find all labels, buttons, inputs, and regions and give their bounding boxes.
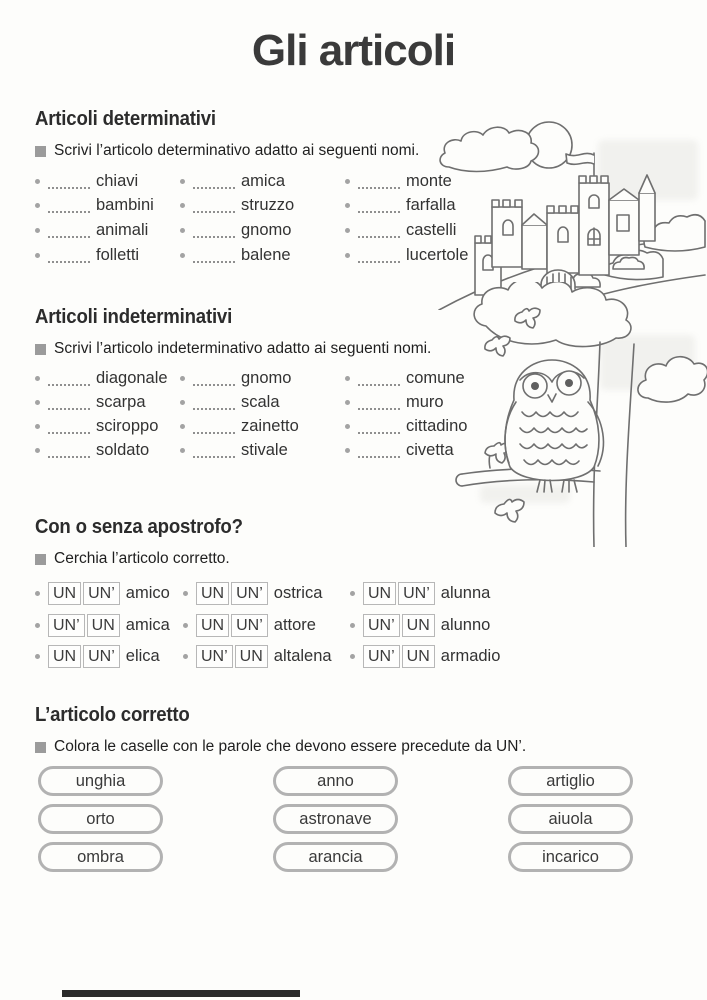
article-blank[interactable] (48, 223, 90, 238)
article-blank[interactable] (48, 395, 90, 410)
article-blank[interactable] (48, 198, 90, 213)
scan-artifact-bar (62, 990, 300, 997)
article-blank[interactable] (358, 419, 400, 434)
section-con-o-senza-apostrofo (35, 516, 510, 673)
word-label: stivale (241, 440, 288, 459)
article-blank[interactable] (193, 443, 235, 458)
bullet-icon (345, 424, 350, 429)
word-label: zainetto (241, 416, 299, 435)
bullet-icon (345, 179, 350, 184)
bullet-icon (345, 448, 350, 453)
bullet-icon (183, 623, 188, 628)
section-heading: L’articolo corretto (35, 704, 190, 726)
word-label: altalena (273, 647, 332, 666)
bullet-icon (180, 253, 185, 258)
bullet-icon (180, 400, 185, 405)
article-blank[interactable] (48, 248, 90, 263)
bullet-icon (345, 203, 350, 208)
bullet-icon (180, 376, 185, 381)
word-label: chiavi (96, 171, 139, 190)
word-item (35, 391, 180, 415)
section-instruction (35, 340, 475, 358)
word-pill[interactable]: orto (38, 804, 163, 834)
article-option-box[interactable]: UN (196, 614, 229, 637)
bullet-icon (345, 400, 350, 405)
article-option-box[interactable]: UN’ (48, 614, 85, 637)
bullet-icon (345, 228, 350, 233)
apostrofo-item (35, 610, 183, 642)
word-item (35, 438, 180, 462)
article-blank[interactable] (193, 174, 235, 189)
section-instruction (35, 142, 475, 160)
word-item (180, 438, 345, 462)
article-blank[interactable] (193, 371, 235, 386)
word-label: animali (96, 220, 149, 239)
word-item (35, 367, 180, 391)
article-option-box[interactable]: UN (48, 645, 81, 668)
bullet-icon (35, 400, 40, 405)
article-option-box[interactable]: UN’ (231, 614, 268, 637)
word-pill[interactable]: incarico (508, 842, 633, 872)
article-blank[interactable] (48, 443, 90, 458)
word-label: cittadino (406, 416, 468, 435)
bullet-icon (350, 654, 355, 659)
article-blank[interactable] (48, 174, 90, 189)
bullet-icon (180, 179, 185, 184)
word-pill[interactable]: anno (273, 766, 398, 796)
word-label: diagonale (96, 369, 168, 388)
word-label: gnomo (241, 369, 292, 388)
word-item (180, 194, 345, 219)
word-item (180, 218, 345, 243)
instruction-square-icon (35, 344, 46, 355)
word-label: ostrica (273, 584, 323, 603)
word-item (35, 415, 180, 439)
article-blank[interactable] (358, 223, 400, 238)
word-label: elica (125, 647, 160, 666)
bullet-icon (35, 179, 40, 184)
word-label: sciroppo (96, 416, 159, 435)
section-heading: Articoli indeterminativi (35, 306, 233, 328)
word-item (180, 243, 345, 268)
instruction-text: Colora le caselle con le parole che devono essere precedute da UN’. (54, 738, 527, 755)
owl-illustration (452, 282, 707, 547)
word-label: amica (241, 171, 286, 190)
article-option-box[interactable]: UN (235, 645, 268, 668)
word-pill-grid (38, 766, 633, 880)
word-label: lucertole (406, 245, 469, 264)
word-label: attore (273, 615, 316, 634)
article-blank[interactable] (358, 248, 400, 263)
bullet-icon (35, 376, 40, 381)
article-option-box[interactable]: UN’ (83, 645, 120, 668)
section-instruction (35, 738, 526, 756)
section-articoli-indeterminativi (35, 306, 475, 462)
word-pill[interactable]: aiuola (508, 804, 633, 834)
article-blank[interactable] (358, 443, 400, 458)
word-label: alunna (440, 584, 491, 603)
article-blank[interactable] (193, 419, 235, 434)
word-label: bambini (96, 196, 154, 215)
bullet-icon (35, 203, 40, 208)
bullet-icon (345, 376, 350, 381)
word-label: armadio (440, 647, 501, 666)
apostrofo-item (350, 641, 510, 673)
apostrofo-item (183, 578, 350, 610)
instruction-text: Scrivi l’articolo indeterminativo adatto ai seguenti nomi. (54, 340, 432, 357)
word-item (180, 169, 345, 194)
article-blank[interactable] (358, 174, 400, 189)
bullet-icon (35, 654, 40, 659)
word-label: comune (406, 369, 465, 388)
word-label: castelli (406, 220, 457, 239)
apostrofo-item (350, 610, 510, 642)
word-item (35, 218, 180, 243)
article-option-box[interactable]: UN’ (398, 582, 435, 605)
article-blank[interactable] (193, 395, 235, 410)
apostrofo-item (183, 610, 350, 642)
article-option-box[interactable]: UN (363, 582, 396, 605)
word-label: alunno (440, 615, 491, 634)
article-option-box[interactable]: UN’ (363, 645, 400, 668)
article-option-box[interactable]: UN (87, 614, 120, 637)
bullet-icon (35, 448, 40, 453)
bullet-icon (35, 591, 40, 596)
word-list (35, 169, 475, 267)
instruction-text: Scrivi l’articolo determinativo adatto ai seguenti nomi. (54, 142, 420, 159)
bullet-icon (183, 591, 188, 596)
apostrofo-item (35, 641, 183, 673)
word-label: scala (241, 393, 280, 412)
bullet-icon (350, 591, 355, 596)
bullet-icon (180, 228, 185, 233)
word-label: amico (125, 584, 170, 603)
section-instruction (35, 550, 510, 568)
apostrofo-item (35, 578, 183, 610)
article-blank[interactable] (48, 419, 90, 434)
word-label: farfalla (406, 196, 456, 215)
word-item (35, 243, 180, 268)
word-pill[interactable]: unghia (38, 766, 163, 796)
section-heading: Articoli determinativi (35, 108, 216, 130)
instruction-square-icon (35, 146, 46, 157)
article-option-box[interactable]: UN (48, 582, 81, 605)
instruction-text: Cerchia l’articolo corretto. (54, 550, 230, 567)
castle-illustration (437, 115, 707, 310)
word-pill[interactable]: artiglio (508, 766, 633, 796)
word-label: soldato (96, 440, 150, 459)
word-label: monte (406, 171, 452, 190)
article-option-box[interactable]: UN’ (83, 582, 120, 605)
article-blank[interactable] (358, 198, 400, 213)
word-label: amica (125, 615, 170, 634)
bullet-icon (345, 253, 350, 258)
bullet-icon (35, 253, 40, 258)
bullet-icon (35, 623, 40, 628)
section-articoli-determinativi (35, 108, 475, 267)
word-item (180, 391, 345, 415)
bullet-icon (180, 203, 185, 208)
word-label: gnomo (241, 220, 292, 239)
instruction-square-icon (35, 742, 46, 753)
bullet-icon (35, 424, 40, 429)
article-blank[interactable] (358, 371, 400, 386)
article-blank[interactable] (358, 395, 400, 410)
bullet-icon (35, 228, 40, 233)
article-blank[interactable] (48, 371, 90, 386)
article-option-box[interactable]: UN’ (196, 645, 233, 668)
word-label: muro (406, 393, 444, 412)
word-label: balene (241, 245, 291, 264)
article-option-box[interactable]: UN’ (363, 614, 400, 637)
article-option-box[interactable]: UN (402, 645, 435, 668)
article-option-box[interactable]: UN (196, 582, 229, 605)
bullet-icon (180, 448, 185, 453)
apostrofo-item (183, 641, 350, 673)
apostrofo-list (35, 578, 510, 673)
bullet-icon (183, 654, 188, 659)
bullet-icon (350, 623, 355, 628)
word-label: folletti (96, 245, 140, 264)
section-heading: Con o senza apostrofo? (35, 516, 243, 538)
article-option-box[interactable]: UN (402, 614, 435, 637)
word-item (35, 169, 180, 194)
word-pill[interactable]: ombra (38, 842, 163, 872)
article-option-box[interactable]: UN’ (231, 582, 268, 605)
article-blank[interactable] (193, 198, 235, 213)
word-pill[interactable]: astronave (273, 804, 398, 834)
word-label: scarpa (96, 393, 146, 412)
word-item (180, 367, 345, 391)
article-blank[interactable] (193, 248, 235, 263)
bullet-icon (180, 424, 185, 429)
word-label: civetta (406, 440, 454, 459)
word-label: struzzo (241, 196, 295, 215)
article-blank[interactable] (193, 223, 235, 238)
word-list (35, 367, 475, 462)
page-title: Gli articoli (251, 26, 456, 75)
section-articolo-corretto (35, 704, 526, 756)
apostrofo-item (350, 578, 510, 610)
instruction-square-icon (35, 554, 46, 565)
word-pill[interactable]: arancia (273, 842, 398, 872)
word-item (35, 194, 180, 219)
word-item (180, 415, 345, 439)
